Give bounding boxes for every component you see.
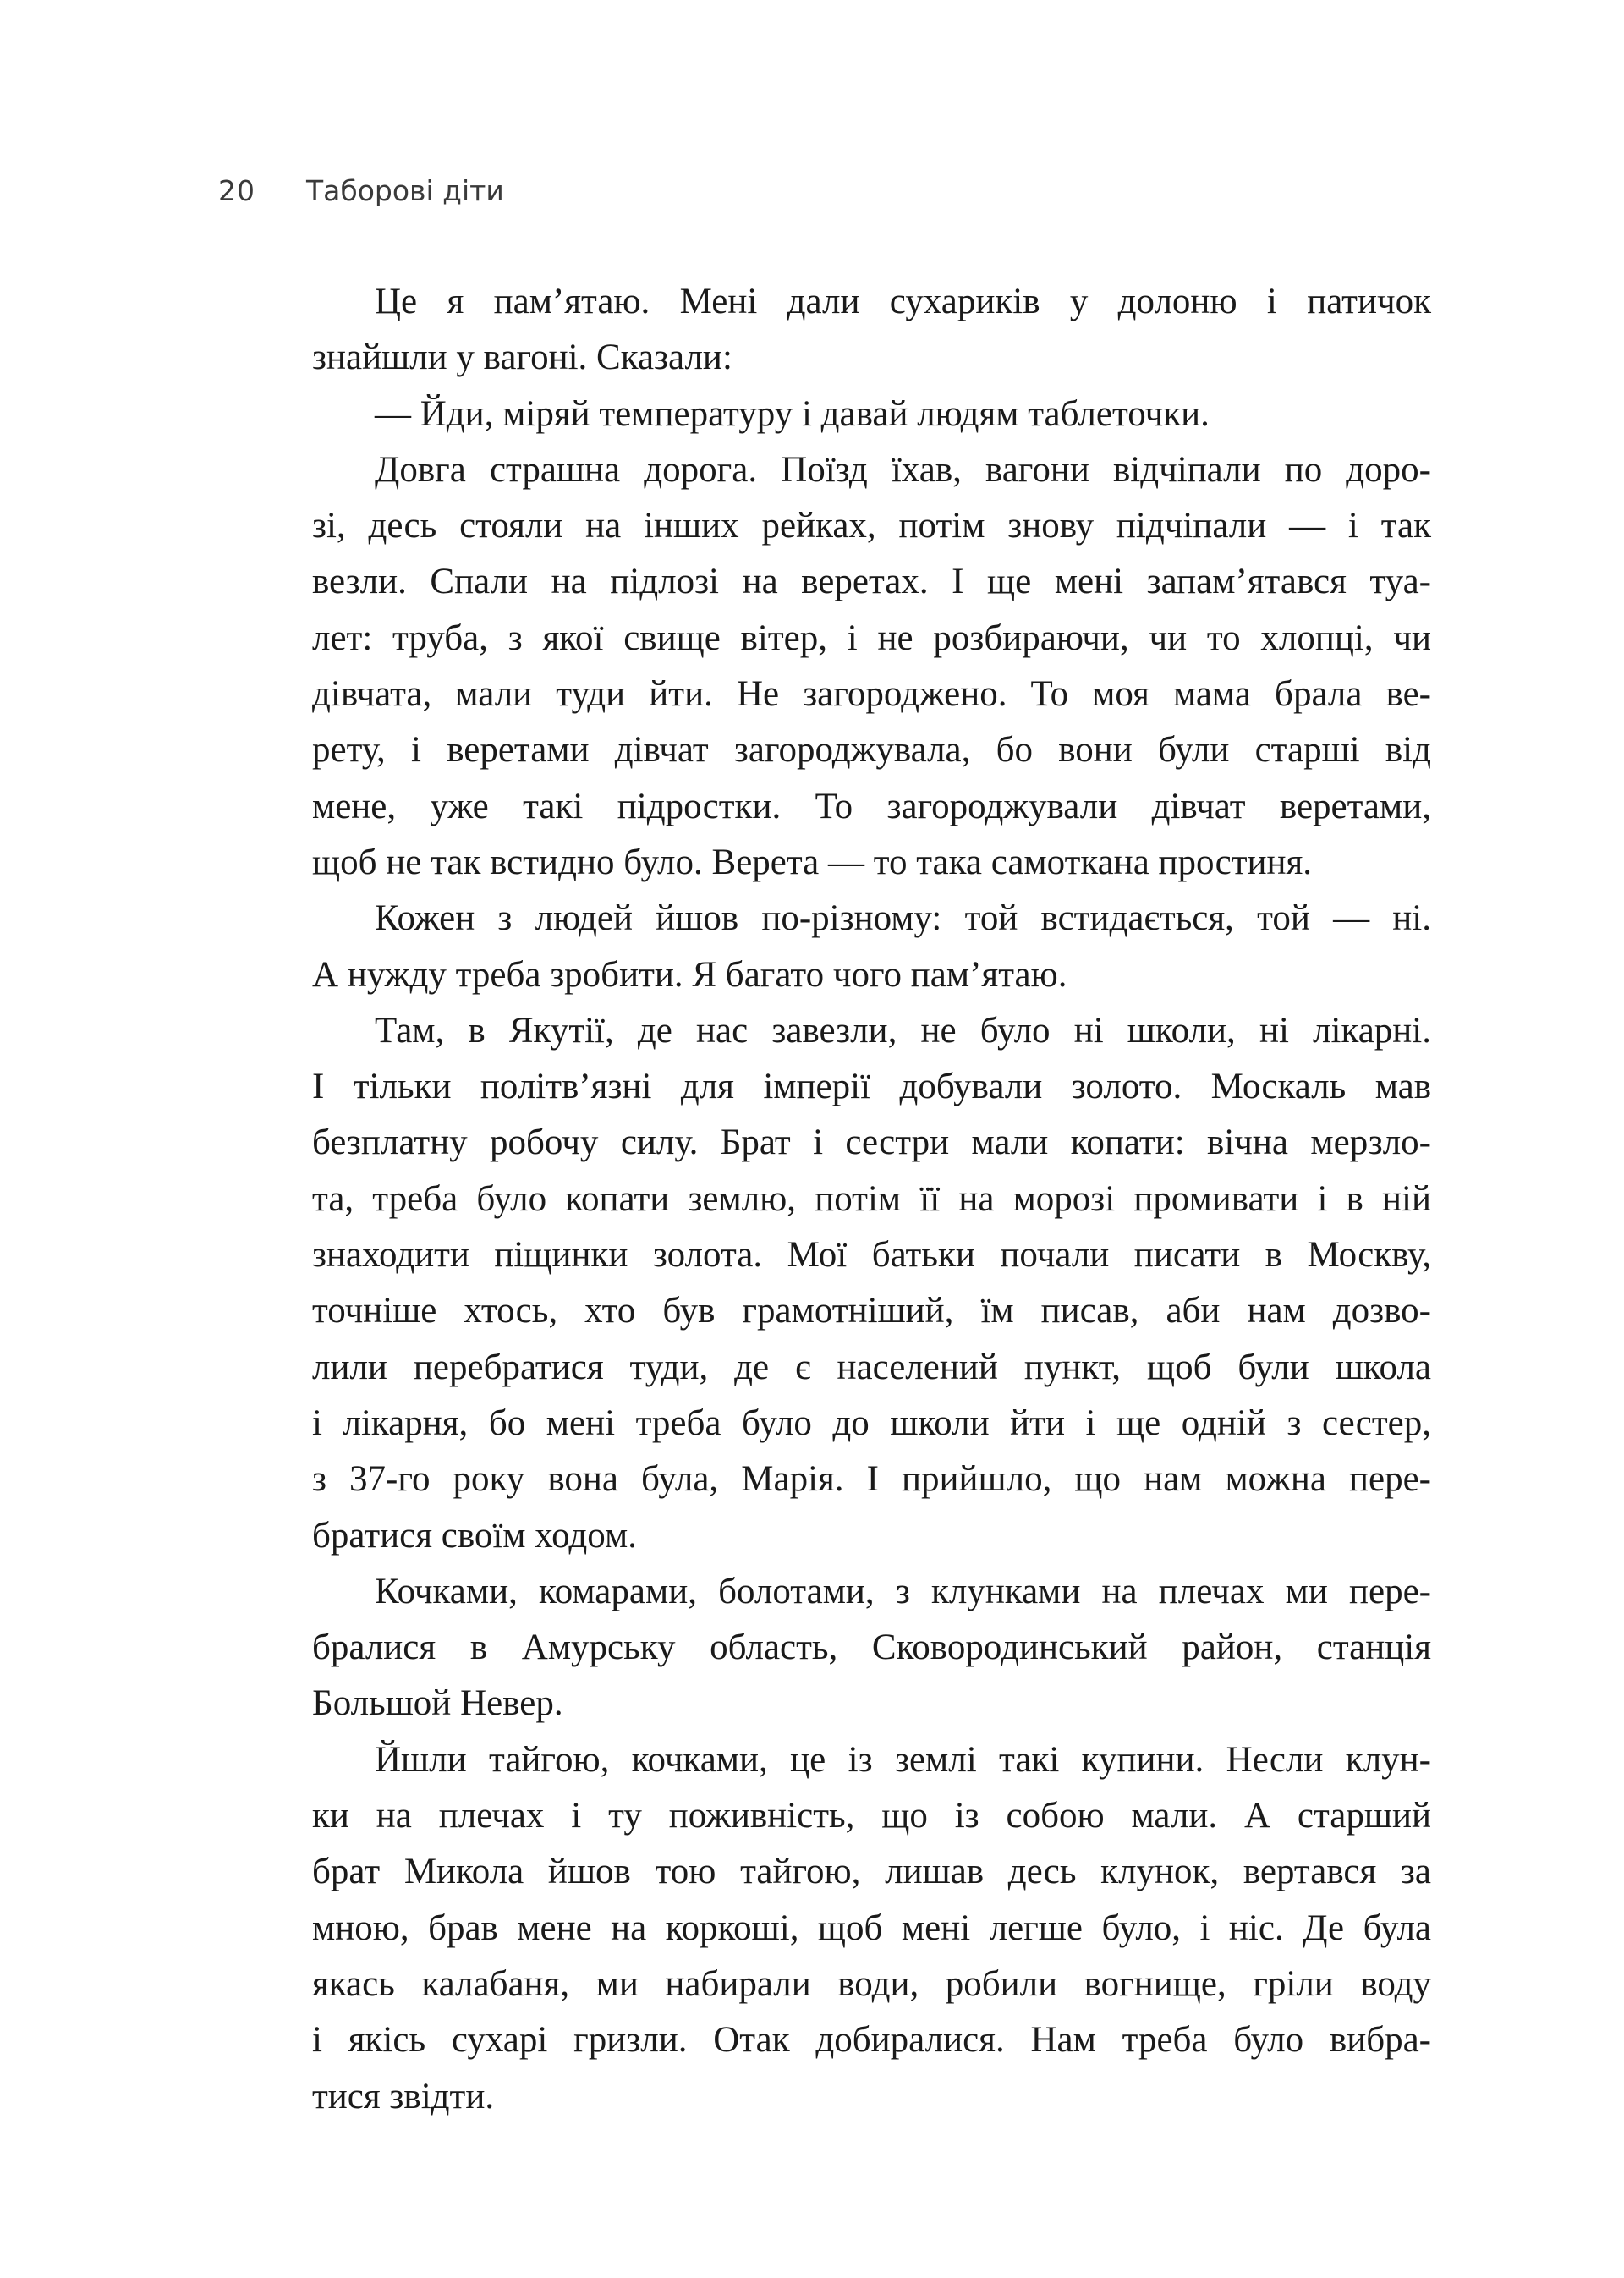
running-title: Таборові діти xyxy=(306,174,504,207)
text-line: ки на плечах і ту поживність, що із собою мали. А старший xyxy=(312,1796,1431,1836)
text-line: Большой Невер. xyxy=(312,1683,563,1724)
paragraph xyxy=(312,1732,1431,2125)
text-line: та, треба було копати землю, потім її на морозі промивати і в ній xyxy=(312,1178,1431,1219)
text-line: А нужду треба зробити. Я багато чого пам’ятаю. xyxy=(312,954,1067,995)
text-line: Довга страшна дорога. Поїзд їхав, вагони відчіпали по доро- xyxy=(375,449,1431,490)
text-line: лет: труба, з якої свище вітер, і не розбираючи, чи то хлопці, чи xyxy=(312,618,1431,658)
text-line: і лікарня, бо мені треба було до школи йти і ще одній з сестер, xyxy=(312,1402,1431,1443)
paragraph xyxy=(312,274,1431,387)
text-line: тися звідти. xyxy=(312,2076,495,2116)
text-line: брат Микола йшов тою тайгою, лишав десь клунок, вертався за xyxy=(312,1852,1431,1892)
text-line: якась калабаня, ми набирали води, робили вогнище, гріли воду xyxy=(312,1963,1431,2004)
paragraph xyxy=(312,387,1431,442)
text-line: мною, брав мене на коркоші, щоб мені легше було, і ніс. Де була xyxy=(312,1907,1431,1948)
page-number: 20 xyxy=(218,174,255,207)
text-line: Кожен з людей йшов по-різному: той встидається, той — ні. xyxy=(375,898,1431,939)
text-line: везли. Спали на підлозі на веретах. І ще мені запам’ятався туа- xyxy=(312,562,1431,602)
text-line: лили перебратися туди, де є населений пункт, щоб були школа xyxy=(312,1347,1431,1387)
text-line: мене, уже такі підростки. То загороджували дівчат веретами, xyxy=(312,786,1431,826)
text-line: знаходити піщинки золота. Мої батьки почали писати в Москву, xyxy=(312,1235,1431,1276)
text-line: бралися в Амурську область, Сковородинський район, станція xyxy=(312,1628,1431,1668)
paragraph xyxy=(312,442,1431,891)
text-line: Йшли тайгою, кочками, це із землі такі купини. Несли клун- xyxy=(375,1739,1431,1780)
text-line: і якісь сухарі гризли. Отак добиралися. Нам треба було вибра- xyxy=(312,2020,1431,2061)
text-line: рету, і веретами дівчат загороджувала, бо вони були старші від xyxy=(312,730,1431,771)
paragraph xyxy=(312,891,1431,1003)
text-line: зі, десь стояли на інших рейках, потім знову підчіпали — і так xyxy=(312,506,1431,546)
paragraph xyxy=(312,1564,1431,1732)
body-text xyxy=(312,274,1431,2125)
text-line: Кочками, комарами, болотами, з клунками на плечах ми пере- xyxy=(375,1571,1431,1611)
text-line: — Йди, міряй температуру і давай людям таблеточки. xyxy=(375,393,1210,434)
text-line: Там, в Якутії, де нас завезли, не було ні школи, ні лікарні. xyxy=(375,1010,1431,1051)
text-line: точніше хтось, хто був грамотніший, їм писав, аби нам дозво- xyxy=(312,1291,1431,1331)
paragraph xyxy=(312,1003,1431,1564)
text-line: знайшли у вагоні. Сказали: xyxy=(312,338,732,378)
text-line: щоб не так встидно було. Верета — то така самоткана простиня. xyxy=(312,842,1313,882)
text-line: дівчата, мали туди йти. Не загороджено. То моя мама брала ве- xyxy=(312,674,1431,715)
text-line: з 37-го року вона була, Марія. І прийшло, що нам можна пере- xyxy=(312,1459,1431,1500)
text-line: І тільки політв’язні для імперії добували золото. Москаль мав xyxy=(312,1067,1431,1107)
text-line: безплатну робочу силу. Брат і сестри мали копати: вічна мерзло- xyxy=(312,1123,1431,1163)
text-line: братися своїм ходом. xyxy=(312,1515,637,1556)
text-line: Це я пам’ятаю. Мені дали сухариків у долоню і патичок xyxy=(375,282,1431,321)
